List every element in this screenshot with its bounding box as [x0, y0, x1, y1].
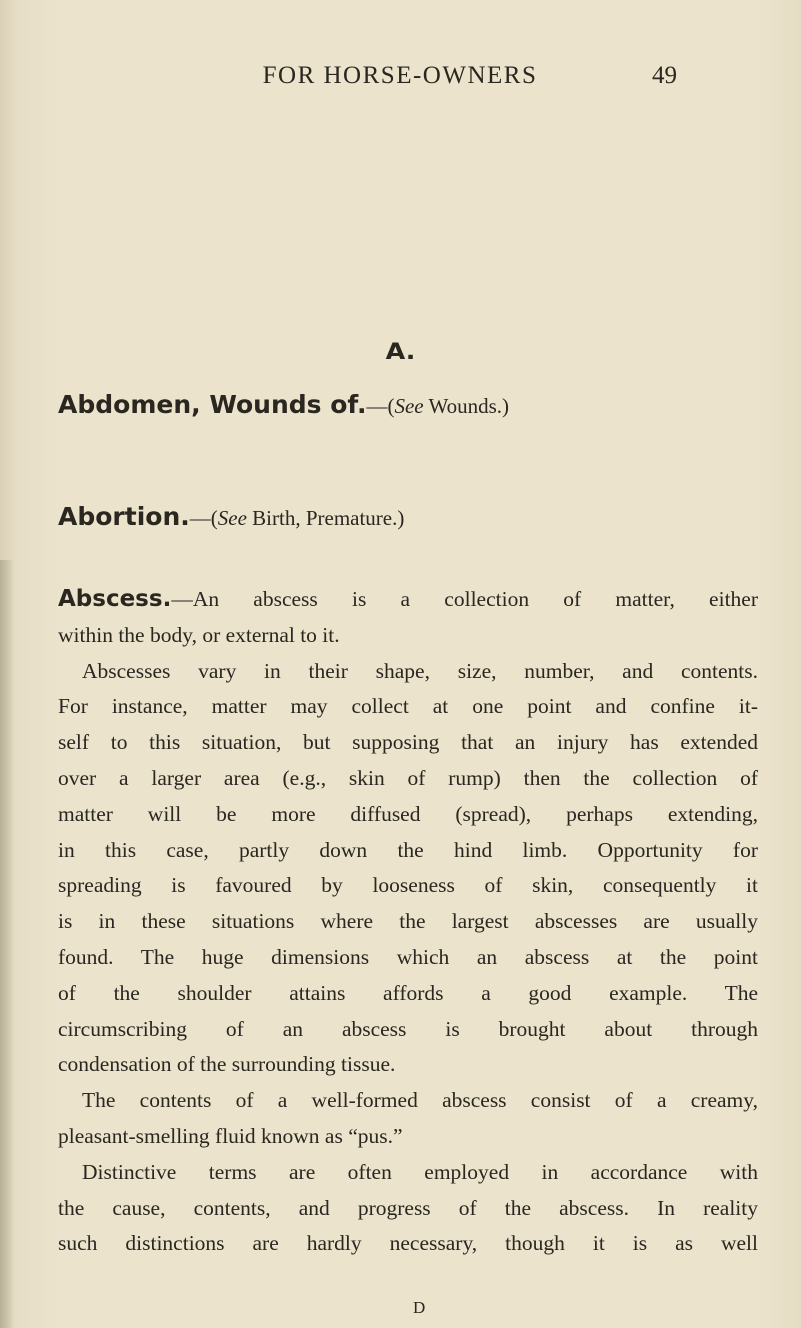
- entry-abortion: [58, 502, 758, 531]
- text-line: of the shoulder attains affords a good example. The: [58, 980, 758, 1005]
- text-line: [58, 582, 758, 618]
- entry-abdomen: [58, 390, 758, 419]
- section-letter: A.: [385, 340, 416, 365]
- ref-see: See: [217, 506, 247, 530]
- entry-term: Abdomen, Wounds of.: [58, 390, 367, 419]
- ref-see: See: [394, 394, 424, 418]
- entry-term: Abortion.: [58, 502, 190, 531]
- page-gutter-shadow: [0, 560, 14, 1328]
- page-header: [0, 62, 801, 98]
- text-line: is in these situations where the largest abscesses are usually: [58, 909, 758, 934]
- text-line: For instance, matter may collect at one point and confine it-: [58, 694, 758, 719]
- text-line: Distinctive terms are often employed in accordance with: [82, 1159, 758, 1184]
- text-line: over a larger area (e.g., skin of rump) then the collection of: [58, 765, 758, 790]
- text-line: such distinctions are hardly necessary, though it is as well: [58, 1231, 758, 1256]
- running-head: FOR HORSE-OWNERS: [262, 62, 538, 89]
- text-line: spreading is favoured by looseness of skin, consequently it: [58, 873, 758, 898]
- ref-prefix: —(: [366, 394, 395, 418]
- ref-prefix: —(: [189, 506, 218, 530]
- text-line: matter will be more diffused (spread), perhaps extending,: [58, 801, 758, 826]
- entry-reference: [190, 506, 405, 530]
- entry-reference: [366, 394, 509, 418]
- text-line: in this case, partly down the hind limb. Opportunity for: [58, 837, 758, 862]
- text-line: found. The huge dimensions which an abscess at the point: [58, 944, 758, 969]
- text-line: the cause, contents, and progress of the abscess. In reality: [58, 1195, 758, 1220]
- entry-abscess: [58, 582, 758, 1262]
- text-line: pleasant-smelling fluid known as “pus.”: [58, 1123, 403, 1148]
- text-line: within the body, or external to it.: [58, 622, 340, 647]
- text-line: circumscribing of an abscess is brought about through: [58, 1016, 758, 1041]
- text-line: The contents of a well-formed abscess consist of a creamy,: [82, 1088, 758, 1113]
- text-line: condensation of the surrounding tissue.: [58, 1052, 396, 1077]
- ref-target: Wounds.): [423, 394, 510, 418]
- text-line: Abscesses vary in their shape, size, number, and contents.: [82, 658, 758, 683]
- entry-term: Abscess.: [58, 586, 172, 612]
- ref-target: Birth, Premature.): [246, 506, 405, 530]
- text-line: self to this situation, but supposing that an injury has extended: [58, 730, 758, 755]
- text-span: —An abscess is a collection of matter, either: [171, 587, 758, 611]
- page-number: 49: [652, 62, 677, 89]
- signature-mark: D: [413, 1298, 426, 1317]
